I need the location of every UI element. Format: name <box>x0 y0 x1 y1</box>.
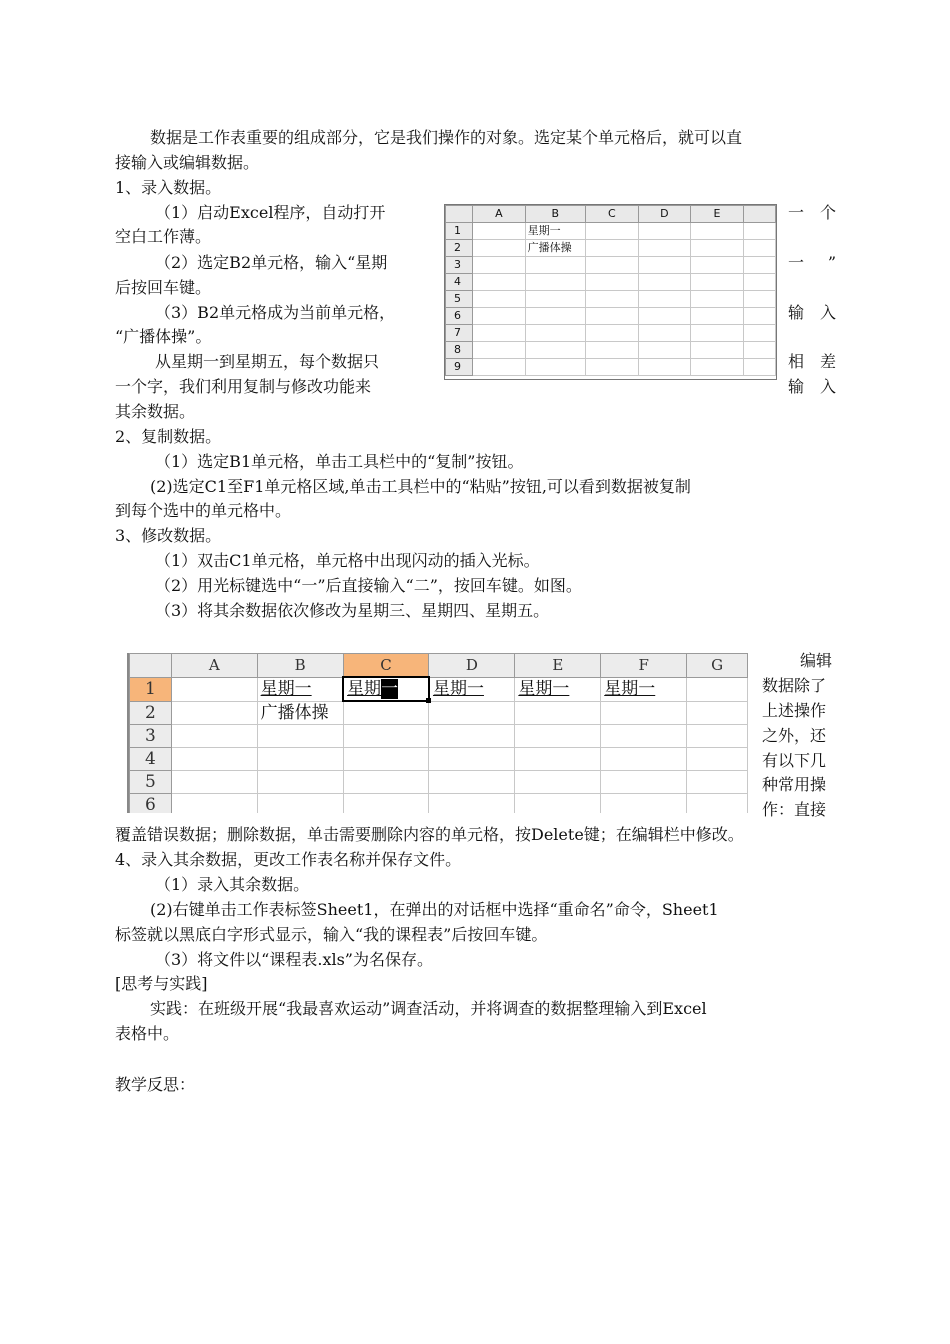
cell[interactable] <box>171 725 257 748</box>
row-header-5[interactable]: 5 <box>130 771 172 794</box>
cell-f1[interactable] <box>743 223 775 240</box>
col-header-e[interactable]: E <box>515 654 601 678</box>
cell[interactable] <box>586 257 639 274</box>
s1-line-8: 一个字，我们利用复制与修改功能来 <box>115 377 372 396</box>
cell[interactable] <box>525 291 585 308</box>
row-header-2[interactable]: 2 <box>446 240 473 257</box>
row-header-7[interactable]: 7 <box>446 325 473 342</box>
cell[interactable] <box>429 771 515 794</box>
cell[interactable] <box>586 274 639 291</box>
row-header-5[interactable]: 5 <box>446 291 473 308</box>
col-header-f[interactable] <box>743 206 775 223</box>
cell[interactable] <box>638 342 691 359</box>
col-header-b[interactable]: B <box>525 206 585 223</box>
cell[interactable] <box>473 291 525 308</box>
cell[interactable] <box>586 308 639 325</box>
row-header-2[interactable]: 2 <box>130 701 172 725</box>
s3-line-1: （1）双击C1单元格，单元格中出现闪动的插入光标。 <box>155 551 540 570</box>
section-2-title: 2、复制数据。 <box>115 427 222 446</box>
col-header-g[interactable]: G <box>687 654 748 678</box>
cell[interactable] <box>638 257 691 274</box>
s4-line-2: (2)右键单击工作表标签Sheet1，在弹出的对话框中选择“重命名”命令，Sheet1 <box>150 900 719 919</box>
cell-b2[interactable]: 广播体操 <box>525 240 585 257</box>
col-header-c[interactable]: C <box>343 654 429 678</box>
cell[interactable] <box>638 308 691 325</box>
s3-line-4: 覆盖错误数据；删除数据，单击需要删除内容的单元格，按Delete键；在编辑栏中修改。 <box>115 825 744 844</box>
col-header-e[interactable]: E <box>691 206 743 223</box>
s4-line-3: 标签就以黑底白字形式显示，输入“我的课程表”后按回车键。 <box>115 925 548 944</box>
cell[interactable] <box>515 771 601 794</box>
s3-line-2: （2）用光标键选中“一”后直接输入“二”，按回车键。如图。 <box>155 576 582 595</box>
cell[interactable] <box>691 291 743 308</box>
cell[interactable] <box>687 771 748 794</box>
cell[interactable] <box>638 291 691 308</box>
cell[interactable] <box>473 342 525 359</box>
think-practice-heading: [思考与实践] <box>115 974 208 993</box>
cell[interactable] <box>343 771 429 794</box>
practice-line-1: 实践：在班级开展“我最喜欢运动”调查活动，并将调查的数据整理输入到Excel <box>150 999 707 1018</box>
cell-f2[interactable] <box>743 240 775 257</box>
cell[interactable] <box>515 794 601 814</box>
cell[interactable] <box>429 725 515 748</box>
cell[interactable] <box>586 359 639 376</box>
side-text-7: 作：直接 <box>762 800 827 819</box>
cell[interactable] <box>473 308 525 325</box>
cell[interactable] <box>691 342 743 359</box>
s1-line-7-right: 相 差 <box>788 352 836 371</box>
cell[interactable] <box>257 748 343 771</box>
s1-line-5-right: 输 入 <box>788 303 836 322</box>
cell-c1-text: 星期 <box>347 679 382 699</box>
cell[interactable] <box>586 342 639 359</box>
sheet1-grid <box>445 205 776 376</box>
cell[interactable] <box>743 308 775 325</box>
cell[interactable] <box>638 359 691 376</box>
corner-cell[interactable] <box>446 206 473 223</box>
cell[interactable] <box>691 308 743 325</box>
cell[interactable] <box>525 342 585 359</box>
side-text-1: 编辑 <box>800 651 833 670</box>
cell[interactable] <box>473 325 525 342</box>
cell-g1[interactable] <box>687 677 748 701</box>
cell[interactable] <box>473 274 525 291</box>
cell-c1-selected-char: 一 <box>381 679 399 699</box>
cell[interactable] <box>257 771 343 794</box>
cell[interactable] <box>601 725 687 748</box>
section-4-title: 4、录入其余数据，更改工作表名称并保存文件。 <box>115 850 462 869</box>
side-text-5: 有以下几 <box>762 751 827 770</box>
s1-line-1-right: 一 个 <box>788 203 836 222</box>
s2-line-1: （1）选定B1单元格，单击工具栏中的“复制”按钮。 <box>155 452 524 471</box>
row-header-6[interactable]: 6 <box>130 794 172 814</box>
cell[interactable] <box>171 748 257 771</box>
cell-a1[interactable] <box>473 223 525 240</box>
cell[interactable] <box>343 701 429 725</box>
cell[interactable] <box>429 701 515 725</box>
cell[interactable] <box>691 257 743 274</box>
cell[interactable] <box>525 257 585 274</box>
s1-line-3: （2）选定B2单元格，输入“星期 <box>155 253 388 272</box>
cell[interactable] <box>638 274 691 291</box>
intro-line-2: 接输入或编辑数据。 <box>115 153 260 172</box>
cell-c1-editing[interactable] <box>343 677 429 701</box>
row-header-1[interactable]: 1 <box>446 223 473 240</box>
cell-d1[interactable] <box>638 223 691 240</box>
s1-line-5: （3）B2单元格成为当前单元格， <box>155 303 396 322</box>
col-header-d[interactable]: D <box>638 206 691 223</box>
cell[interactable] <box>687 701 748 725</box>
cell[interactable] <box>743 325 775 342</box>
s4-line-1: （1）录入其余数据。 <box>155 875 310 894</box>
col-header-c[interactable]: C <box>586 206 639 223</box>
cell-c1[interactable] <box>586 223 639 240</box>
cell[interactable] <box>515 725 601 748</box>
cell[interactable] <box>525 359 585 376</box>
cell-b1[interactable]: 星期一 <box>257 677 343 701</box>
cell[interactable] <box>743 274 775 291</box>
side-text-6: 种常用操 <box>762 775 827 794</box>
cell-d1[interactable]: 星期一 <box>429 677 515 701</box>
spreadsheet-screenshot-1 <box>444 204 777 380</box>
cell[interactable] <box>429 748 515 771</box>
cell[interactable] <box>601 771 687 794</box>
cell[interactable] <box>473 359 525 376</box>
cell[interactable] <box>638 325 691 342</box>
cell[interactable] <box>515 701 601 725</box>
cell[interactable] <box>343 748 429 771</box>
s1-line-1: （1）启动Excel程序，自动打开 <box>155 203 386 222</box>
cell-b1[interactable]: 星期一 <box>525 223 585 240</box>
s1-line-2: 空白工作薄。 <box>115 227 212 246</box>
fill-handle[interactable] <box>426 698 431 703</box>
cell-b2[interactable]: 广播体操 <box>257 701 343 725</box>
teaching-reflection-label: 教学反思： <box>115 1075 196 1094</box>
cell[interactable] <box>171 794 257 814</box>
cell[interactable] <box>601 748 687 771</box>
s2-line-2: (2)选定C1至F1单元格区域,单击工具栏中的“粘贴”按钮,可以看到数据被复制 <box>150 477 691 496</box>
row-header-3[interactable]: 3 <box>130 725 172 748</box>
section-1-title: 1、录入数据。 <box>115 178 222 197</box>
cell[interactable] <box>601 701 687 725</box>
row-header-1[interactable]: 1 <box>130 677 172 701</box>
cell[interactable] <box>257 794 343 814</box>
s1-line-9: 其余数据。 <box>115 402 196 421</box>
s3-line-3: （3）将其余数据依次修改为星期三、星期四、星期五。 <box>155 601 550 620</box>
cell[interactable] <box>743 291 775 308</box>
sheet2-grid <box>129 653 748 813</box>
row-header-4[interactable]: 4 <box>130 748 172 771</box>
side-text-4: 之外，还 <box>762 726 827 745</box>
cell[interactable] <box>601 794 687 814</box>
cell[interactable] <box>691 359 743 376</box>
practice-line-2: 表格中。 <box>115 1024 180 1043</box>
cell[interactable] <box>743 342 775 359</box>
cell-a2[interactable] <box>171 701 257 725</box>
row-header-8[interactable]: 8 <box>446 342 473 359</box>
s1-line-4: 后按回车键。 <box>115 278 212 297</box>
cell[interactable] <box>343 794 429 814</box>
s4-line-4: （3）将文件以“课程表.xls”为名保存。 <box>155 950 433 969</box>
cell-e1[interactable] <box>691 223 743 240</box>
cell-d2[interactable] <box>638 240 691 257</box>
cell-e1[interactable]: 星期一 <box>515 677 601 701</box>
cell-a1[interactable] <box>171 677 257 701</box>
cell[interactable] <box>687 794 748 814</box>
cell[interactable] <box>473 257 525 274</box>
col-header-f[interactable]: F <box>601 654 687 678</box>
cell[interactable] <box>171 771 257 794</box>
cell-e2[interactable] <box>691 240 743 257</box>
spreadsheet-screenshot-2 <box>127 653 748 813</box>
cell[interactable] <box>343 725 429 748</box>
col-header-b[interactable]: B <box>257 654 343 678</box>
row-header-9[interactable]: 9 <box>446 359 473 376</box>
cell[interactable] <box>687 725 748 748</box>
s1-line-6: “广播体操”。 <box>115 327 212 346</box>
s1-line-3-right: 一 ” <box>788 253 836 272</box>
cell[interactable] <box>743 257 775 274</box>
col-header-a[interactable]: A <box>171 654 257 678</box>
col-header-d[interactable]: D <box>429 654 515 678</box>
col-header-a[interactable]: A <box>473 206 525 223</box>
cell-a2[interactable] <box>473 240 525 257</box>
cell[interactable] <box>429 794 515 814</box>
side-text-2: 数据除了 <box>762 676 827 695</box>
cell[interactable] <box>586 291 639 308</box>
s1-line-8-right: 输 入 <box>788 377 836 396</box>
cell-f1[interactable]: 星期一 <box>601 677 687 701</box>
cell[interactable] <box>515 748 601 771</box>
cell[interactable] <box>743 359 775 376</box>
cell[interactable] <box>586 325 639 342</box>
cell[interactable] <box>691 325 743 342</box>
cell[interactable] <box>525 308 585 325</box>
row-header-6[interactable]: 6 <box>446 308 473 325</box>
side-text-3: 上述操作 <box>762 701 827 720</box>
cell[interactable] <box>691 274 743 291</box>
corner-cell[interactable] <box>130 654 172 678</box>
cell[interactable] <box>525 325 585 342</box>
cell[interactable] <box>525 274 585 291</box>
cell[interactable] <box>687 748 748 771</box>
s2-line-3: 到每个选中的单元格中。 <box>115 501 292 520</box>
s1-line-7: 从星期一到星期五，每个数据只 <box>155 352 380 371</box>
intro-line-1: 数据是工作表重要的组成部分，它是我们操作的对象。选定某个单元格后，就可以直 <box>150 128 743 147</box>
cell[interactable] <box>257 725 343 748</box>
cell-c2[interactable] <box>586 240 639 257</box>
row-header-3[interactable]: 3 <box>446 257 473 274</box>
section-3-title: 3、修改数据。 <box>115 526 222 545</box>
row-header-4[interactable]: 4 <box>446 274 473 291</box>
